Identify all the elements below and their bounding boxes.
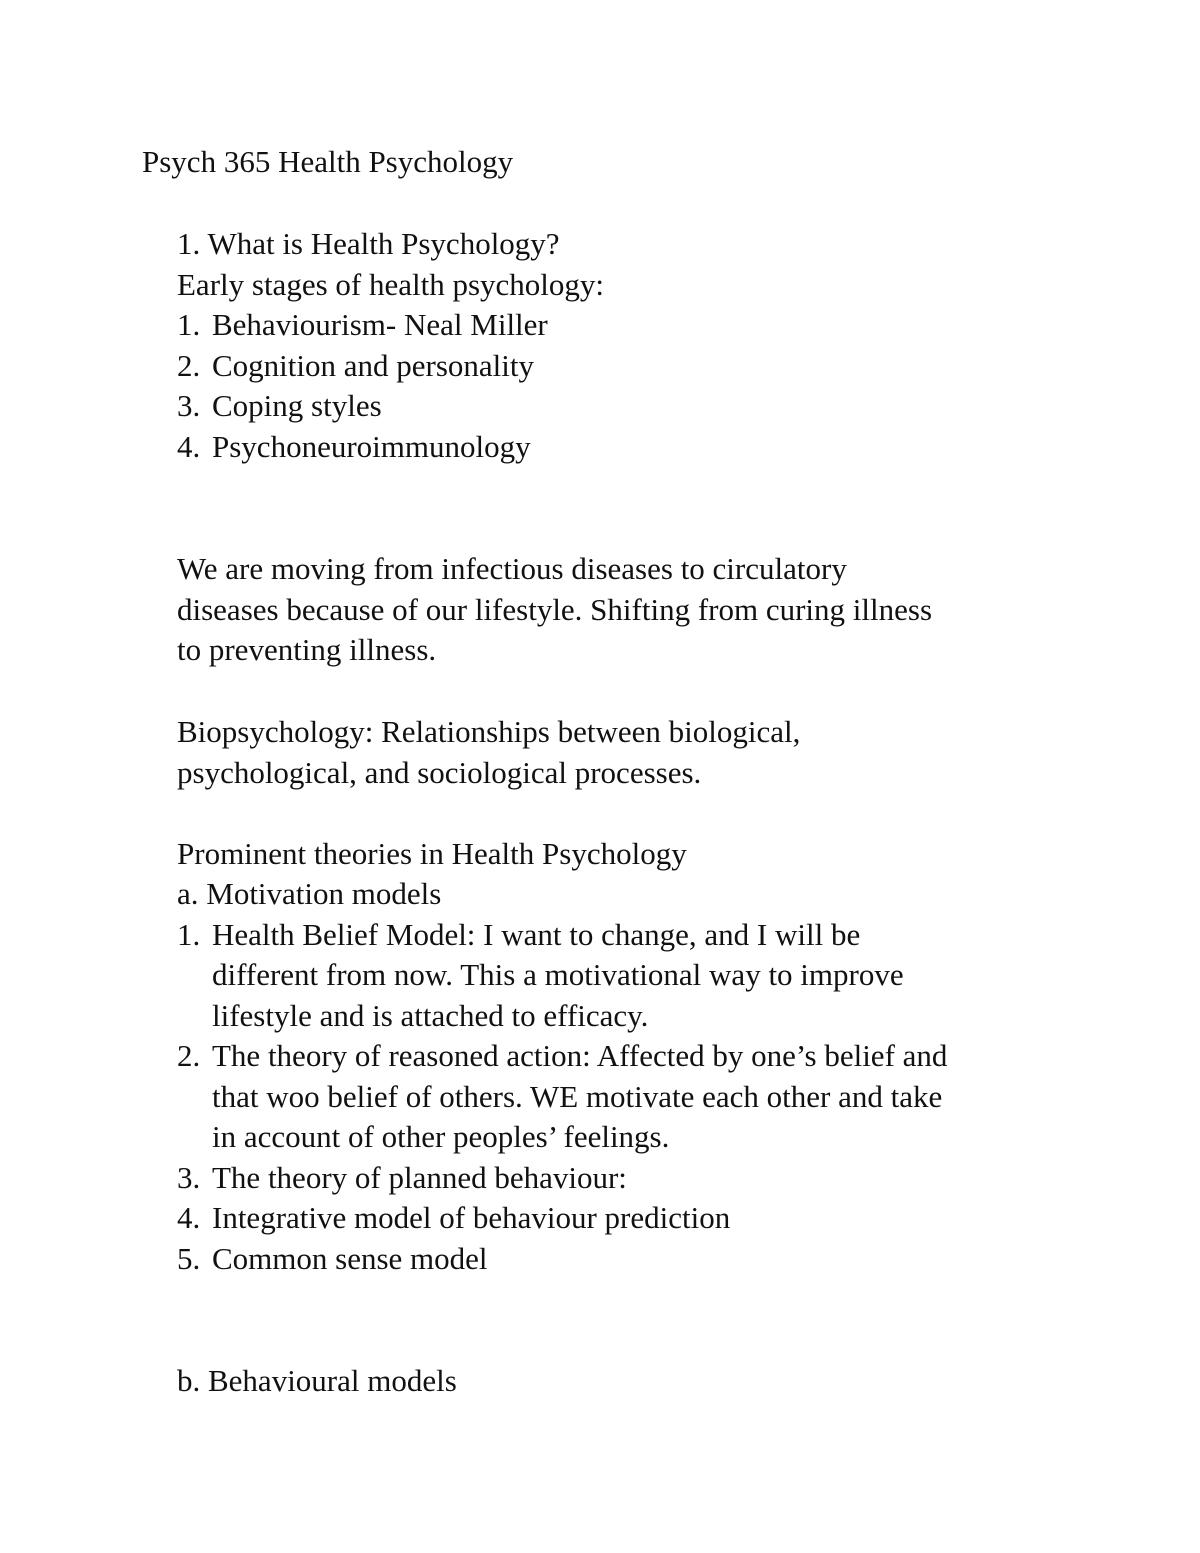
theory-item xyxy=(177,915,860,955)
question-heading: 1. What is Health Psychology? xyxy=(177,226,560,261)
behavioural-models-heading: b. Behavioural models xyxy=(177,1363,457,1398)
list-item-text: The theory of planned behaviour: xyxy=(212,1160,627,1195)
list-number: 4. xyxy=(177,1200,201,1235)
list-item-text: Integrative model of behaviour prediction xyxy=(212,1200,731,1235)
document-title: Psych 365 Health Psychology xyxy=(142,144,514,179)
theory-item-continuation: lifestyle and is attached to efficacy. xyxy=(212,998,649,1033)
list-item-text: Psychoneuroimmunology xyxy=(212,429,531,464)
list-number: 1. xyxy=(177,307,201,342)
list-item-text: Common sense model xyxy=(212,1241,488,1276)
list-number: 2. xyxy=(177,1038,201,1073)
list-number: 1. xyxy=(177,917,201,952)
theories-heading: Prominent theories in Health Psychology xyxy=(177,836,687,871)
paragraph-line: Biopsychology: Relationships between biological, xyxy=(177,714,801,749)
paragraph-line: We are moving from infectious diseases to circulatory xyxy=(177,551,847,586)
list-number: 3. xyxy=(177,1160,201,1195)
list-number: 3. xyxy=(177,388,201,423)
list-item-text: Behaviourism- Neal Miller xyxy=(212,307,548,342)
list-item-text: Cognition and personality xyxy=(212,348,535,383)
motivation-models-heading: a. Motivation models xyxy=(177,876,442,911)
list-number: 2. xyxy=(177,348,201,383)
paragraph-line: psychological, and sociological processes. xyxy=(177,755,702,790)
early-stages-item xyxy=(177,427,531,467)
theory-item xyxy=(177,1036,947,1076)
list-number: 5. xyxy=(177,1241,201,1276)
theory-item xyxy=(177,1239,488,1279)
theory-item xyxy=(177,1198,730,1238)
theory-item xyxy=(177,1158,627,1198)
paragraph-line: diseases because of our lifestyle. Shifting from curing illness xyxy=(177,592,933,627)
list-item-text: Coping styles xyxy=(212,388,382,423)
theory-item-continuation: different from now. This a motivational way to improve xyxy=(212,957,904,992)
theory-item-continuation: in account of other peoples’ feelings. xyxy=(212,1119,670,1154)
early-stages-heading: Early stages of health psychology: xyxy=(177,267,605,302)
list-item-text: The theory of reasoned action: Affected by one’s belief and xyxy=(212,1038,948,1073)
early-stages-item xyxy=(177,305,548,345)
list-number: 4. xyxy=(177,429,201,464)
early-stages-item xyxy=(177,346,534,386)
early-stages-item xyxy=(177,386,382,426)
list-item-text: Health Belief Model: I want to change, and I will be xyxy=(212,917,861,952)
paragraph-line: to preventing illness. xyxy=(177,632,437,667)
theory-item-continuation: that woo belief of others. WE motivate each other and take xyxy=(212,1079,943,1114)
